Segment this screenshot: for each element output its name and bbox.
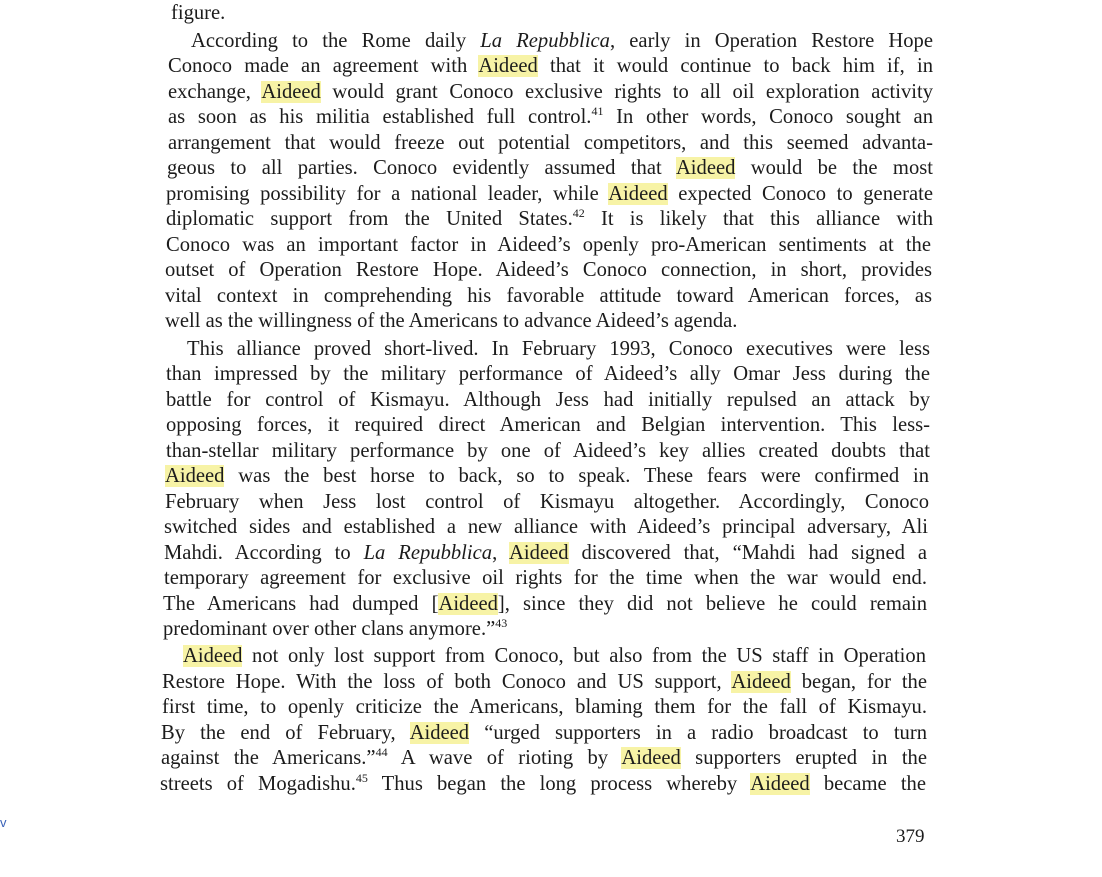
text-run: Restore Hope. With the loss of both Conoco and US support, xyxy=(162,671,732,693)
text-line xyxy=(183,644,926,669)
text-line xyxy=(165,258,932,283)
text-line xyxy=(166,233,931,258)
text-run: A wave of rioting by xyxy=(387,747,622,769)
text-run: became the xyxy=(809,773,926,795)
text-line xyxy=(166,413,930,438)
italic-title: La Repubblica xyxy=(480,30,610,52)
text-run: well as the willingness of the Americans to advance Aideed’s agenda. xyxy=(165,310,738,332)
text-line xyxy=(165,490,929,515)
text-run: vital context in comprehending his favorable attitude toward American forces, as xyxy=(165,285,932,307)
text-run: By the end of February, xyxy=(161,722,410,744)
text-run: as soon as his militia established full control. xyxy=(168,106,592,128)
text-line xyxy=(166,182,933,207)
text-run: opposing forces, it required direct American and Belgian intervention. This less- xyxy=(166,414,930,436)
highlighted-term: Aideed xyxy=(409,722,470,744)
highlighted-term: Aideed xyxy=(675,157,736,179)
text-line xyxy=(168,131,933,156)
text-run: Thus began the long process whereby xyxy=(367,773,751,795)
text-run: ], since they did not believe he could remain xyxy=(497,593,927,615)
highlighted-term: Aideed xyxy=(478,55,538,77)
text-run: first time, to openly criticize the Americans, blaming them for the fall of Kismayu. xyxy=(162,696,927,718)
text-run: figure. xyxy=(171,2,226,24)
text-line xyxy=(161,721,927,746)
footnote-ref: 42 xyxy=(572,206,585,220)
highlighted-term: Aideed xyxy=(509,542,569,564)
text-run: exchange, xyxy=(168,81,262,103)
text-line xyxy=(167,156,933,181)
text-line xyxy=(165,284,932,309)
text-run: In other words, Conoco sought an xyxy=(603,106,933,128)
text-run: This alliance proved short-lived. In February 1993, Conoco executives were less xyxy=(187,338,930,360)
text-run: outset of Operation Restore Hope. Aideed’s Conoco connection, in short, provides xyxy=(165,259,932,281)
text-run: predominant over other clans anymore.” xyxy=(163,618,496,640)
highlighted-term: Aideed xyxy=(438,593,498,615)
text-run: than-stellar military performance by one of Aideed’s key allies created doubts that xyxy=(166,440,930,462)
text-line xyxy=(165,309,737,334)
text-run: began, for the xyxy=(790,671,927,693)
text-run: than impressed by the military performance of Aideed’s ally Omar Jess during the xyxy=(166,363,930,385)
text-line xyxy=(166,439,930,464)
footnote-ref: 44 xyxy=(375,745,388,759)
italic-title: La Repubblica xyxy=(363,542,493,564)
text-run: “urged supporters in a radio broadcast to turn xyxy=(469,722,927,744)
text-line xyxy=(187,337,930,362)
text-run: geous to all parties. Conoco evidently assumed that xyxy=(167,157,676,179)
text-line xyxy=(168,54,933,79)
text-run: diplomatic support from the United States. xyxy=(166,208,573,230)
highlighted-term: Aideed xyxy=(621,747,681,769)
text-run: not only lost support from Conoco, but also from the US staff in Operation xyxy=(242,645,926,667)
text-line xyxy=(164,566,927,591)
text-run: Conoco was an important factor in Aideed’s openly pro-American sentiments at the xyxy=(166,234,931,256)
text-line xyxy=(160,772,926,797)
text-run: , early in Operation Restore Hope xyxy=(609,30,933,52)
highlighted-term: Aideed xyxy=(608,183,668,205)
text-run: The Americans had dumped [ xyxy=(163,593,439,615)
text-line xyxy=(161,746,927,771)
text-run: would be the most xyxy=(735,157,933,179)
text-run: was the best horse to back, so to speak. These fears were confirmed in xyxy=(224,465,929,487)
text-run: discovered that, “Mahdi had signed a xyxy=(568,542,928,564)
text-run: supporters erupted in the xyxy=(680,747,927,769)
text-run: expected Conoco to generate xyxy=(667,183,933,205)
text-run: It is likely that this alliance with xyxy=(584,208,933,230)
text-line xyxy=(163,617,507,642)
edge-mark: v xyxy=(0,815,7,830)
text-line xyxy=(171,1,225,26)
text-run: promising possibility for a national leader, while xyxy=(166,183,609,205)
highlighted-term: Aideed xyxy=(183,645,243,667)
text-run: , xyxy=(492,542,510,564)
text-run: against the Americans.” xyxy=(161,747,376,769)
text-run: Conoco made an agreement with xyxy=(168,55,479,77)
text-line xyxy=(165,464,929,489)
text-line xyxy=(166,388,930,413)
page-number: 379 xyxy=(896,826,925,847)
text-run: would grant Conoco exclusive rights to all oil exploration activity xyxy=(320,81,933,103)
text-line xyxy=(164,515,928,540)
text-line xyxy=(163,592,927,617)
highlighted-term: Aideed xyxy=(165,465,225,487)
text-run: battle for control of Kismayu. Although Jess had initially repulsed an attack by xyxy=(166,389,930,411)
text-run: According to the Rome daily xyxy=(191,30,481,52)
text-run: that it would continue to back him if, in xyxy=(537,55,933,77)
highlighted-term: Aideed xyxy=(750,773,810,795)
text-line xyxy=(168,80,933,105)
text-run: temporary agreement for exclusive oil rights for the time when the war would end. xyxy=(164,567,927,589)
footnote-ref: 41 xyxy=(591,104,604,118)
text-run: switched sides and established a new alliance with Aideed’s principal adversary, Ali xyxy=(164,516,928,538)
text-line xyxy=(164,541,927,566)
text-line xyxy=(168,105,933,130)
text-line xyxy=(166,207,933,232)
text-line xyxy=(162,670,927,695)
text-line xyxy=(162,695,927,720)
text-run: streets of Mogadishu. xyxy=(160,773,356,795)
footnote-ref: 43 xyxy=(495,616,508,630)
highlighted-term: Aideed xyxy=(261,81,321,103)
footnote-ref: 45 xyxy=(355,771,368,785)
text-line xyxy=(191,29,933,54)
text-line xyxy=(166,362,930,387)
text-run: Mahdi. According to xyxy=(164,542,364,564)
highlighted-term: Aideed xyxy=(731,671,791,693)
text-run: February when Jess lost control of Kismayu altogether. Accordingly, Conoco xyxy=(165,491,929,513)
text-run: arrangement that would freeze out potential competitors, and this seemed advanta- xyxy=(168,132,933,154)
